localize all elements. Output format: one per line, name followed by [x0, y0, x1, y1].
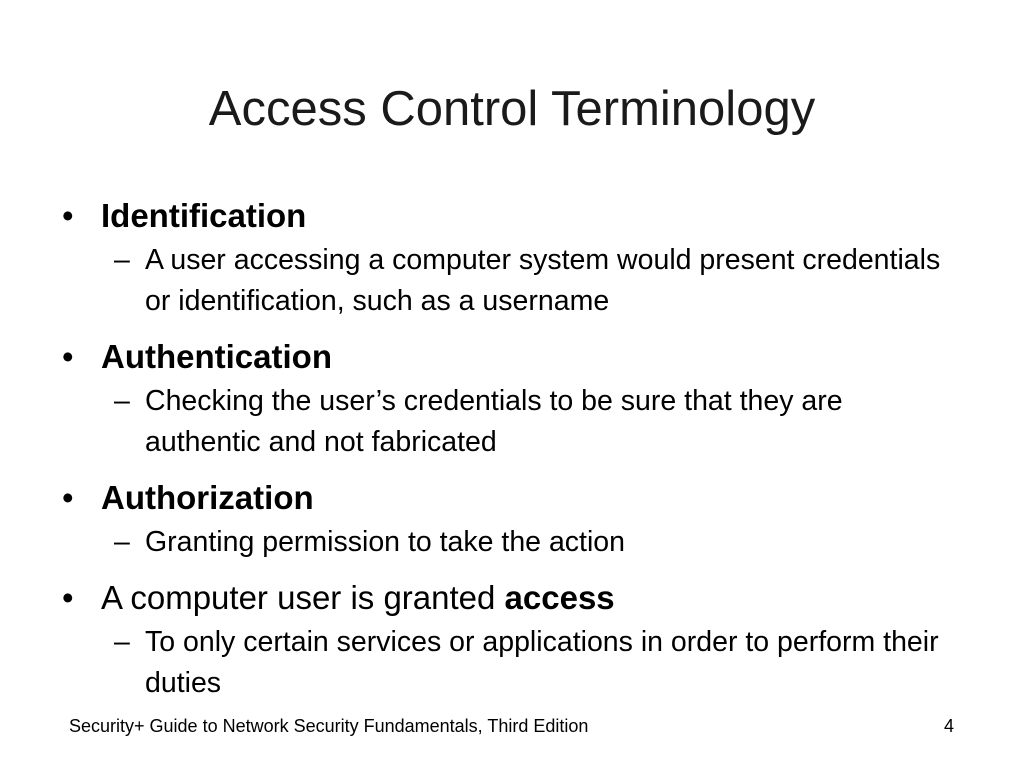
bullet-marker: • [62, 579, 74, 616]
bullet-marker: • [62, 197, 74, 234]
bullet-identification [62, 195, 962, 236]
bullet-term: access [504, 579, 615, 616]
sub-bullet-text: To only certain services or applications in order to perform their duties [145, 626, 939, 699]
sub-bullet-identification [62, 240, 962, 322]
bullet-term: Identification [101, 197, 307, 234]
sub-bullet-authentication [62, 381, 962, 463]
bullet-authentication [62, 336, 962, 377]
sub-bullet-text: Checking the user’s credentials to be sure that they are authentic and not fabricated [145, 385, 843, 458]
slide-title: Access Control Terminology [208, 82, 816, 136]
bullet-term: Authorization [101, 479, 314, 516]
bullet-access [62, 577, 962, 618]
bullet-term: Authentication [101, 338, 332, 375]
sub-bullet-authorization [62, 522, 962, 563]
bullet-text: A computer user is granted [101, 579, 505, 616]
slide-body [62, 195, 962, 718]
footer-book-title: Security+ Guide to Network Security Fundamentals, Third Edition [69, 716, 589, 736]
sub-bullet-access [62, 622, 962, 704]
page-number: 4 [943, 716, 954, 736]
bullet-marker: • [62, 338, 74, 375]
sub-bullet-text: Granting permission to take the action [145, 526, 626, 558]
sub-bullet-marker: – [114, 385, 130, 417]
bullet-marker: • [62, 479, 74, 516]
sub-bullet-marker: – [114, 526, 130, 558]
sub-bullet-marker: – [114, 244, 130, 276]
bullet-authorization [62, 477, 962, 518]
sub-bullet-text: A user accessing a computer system would present credentials or identification, such as a username [145, 244, 941, 317]
sub-bullet-marker: – [114, 626, 130, 658]
